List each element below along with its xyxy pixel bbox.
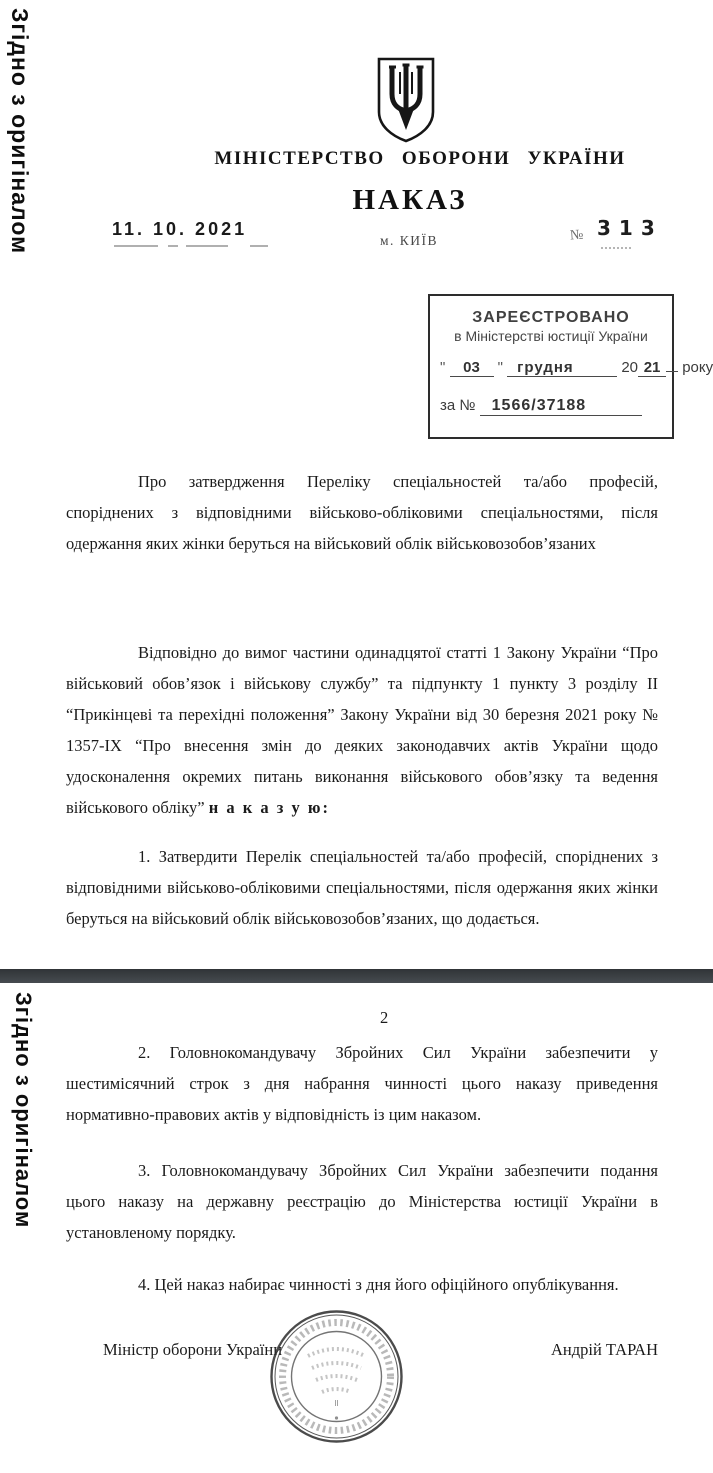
subject-paragraph: Про затвердження Переліку спеціальностей та/або професій, споріднених з відповідними військово-обліковими спеціальностями, після одержання яких жінки беруться на військовий облік військовозобов’язаних xyxy=(66,472,658,553)
order-number: 313 xyxy=(597,216,663,240)
quote-open: " xyxy=(440,359,446,376)
page-number: 2 xyxy=(380,1008,389,1027)
registration-day: 03 xyxy=(450,359,494,377)
page-separator-bar xyxy=(0,969,713,983)
document-type-title: НАКАЗ xyxy=(352,184,468,216)
registration-date-line xyxy=(440,359,713,377)
trident-emblem-icon xyxy=(374,56,438,144)
preamble-text: Відповідно до вимог частини одинадцятої статті 1 Закону України “Про військовий обов’язок і військову службу” та підпункту 1 пункту 3 розділу ІІ “Прикінцеві та перехідні положення” Закону України від 30 березня 2021 року № 1357-IX “Про внесення змін до деяких законодавчих актів України щодо удосконалення окремих питань виконання військового обов’язку та ведення військового обліку” xyxy=(66,643,658,817)
registration-stamp-title: ЗАРЕЄСТРОВАНО xyxy=(472,309,630,326)
certification-label: Згідно з оригіналом xyxy=(7,8,33,255)
registration-century: 20 xyxy=(621,359,639,376)
registration-line-tail xyxy=(666,371,678,372)
registration-number-line xyxy=(440,397,672,416)
registration-stamp xyxy=(428,294,713,439)
official-seal xyxy=(268,1308,405,1445)
preamble-paragraph xyxy=(66,637,658,823)
order-verb: н а к а з у ю: xyxy=(208,798,330,817)
order-item-1: 1. Затвердити Перелік спеціальностей та/або професій, споріднених з відповідними військово-обліковими спеціальностями, після одержання яких жінки беруться на військовий облік військовозобов’язаних, що додається. xyxy=(66,847,658,928)
registration-year: 21 xyxy=(638,359,666,377)
certification-label: Згідно з оригіналом xyxy=(11,992,36,1229)
registration-number-label: за № xyxy=(440,397,476,414)
order-number-underline xyxy=(601,247,631,249)
signature-title: Міністр оборони України xyxy=(103,1340,283,1359)
number-sign: № xyxy=(569,227,584,244)
svg-text:II: II xyxy=(334,1399,339,1408)
registration-number-value: 1566/37188 xyxy=(480,397,642,416)
order-item-2: 2. Головнокомандувачу Збройних Сил України забезпечити у шестимісячний строк з дня набрання чинності цього наказу приведення нормативно-правових актів у відповідність із цим наказом. xyxy=(66,1043,658,1124)
city-label: м. КИЇВ xyxy=(380,233,439,248)
order-item-3: 3. Головнокомандувачу Збройних Сил України забезпечити подання цього наказу на державну реєстрацію до Міністерства юстиції України в установленому порядку. xyxy=(66,1161,658,1242)
registration-month: грудня xyxy=(507,359,617,377)
registration-year-word: року xyxy=(682,359,713,376)
date-stamp: 11. 10. 2021 xyxy=(112,219,248,239)
date-underline xyxy=(114,244,274,262)
signature-name: Андрій ТАРАН xyxy=(550,1340,658,1359)
order-item-4: 4. Цей наказ набирає чинності з дня його офіційного опублікування. xyxy=(138,1275,619,1294)
ministry-name: МІНІСТЕРСТВО ОБОРОНИ УКРАЇНИ xyxy=(214,148,626,169)
quote-close: " xyxy=(497,359,503,376)
registration-stamp-subtitle: в Міністерстві юстиції України xyxy=(454,328,648,344)
